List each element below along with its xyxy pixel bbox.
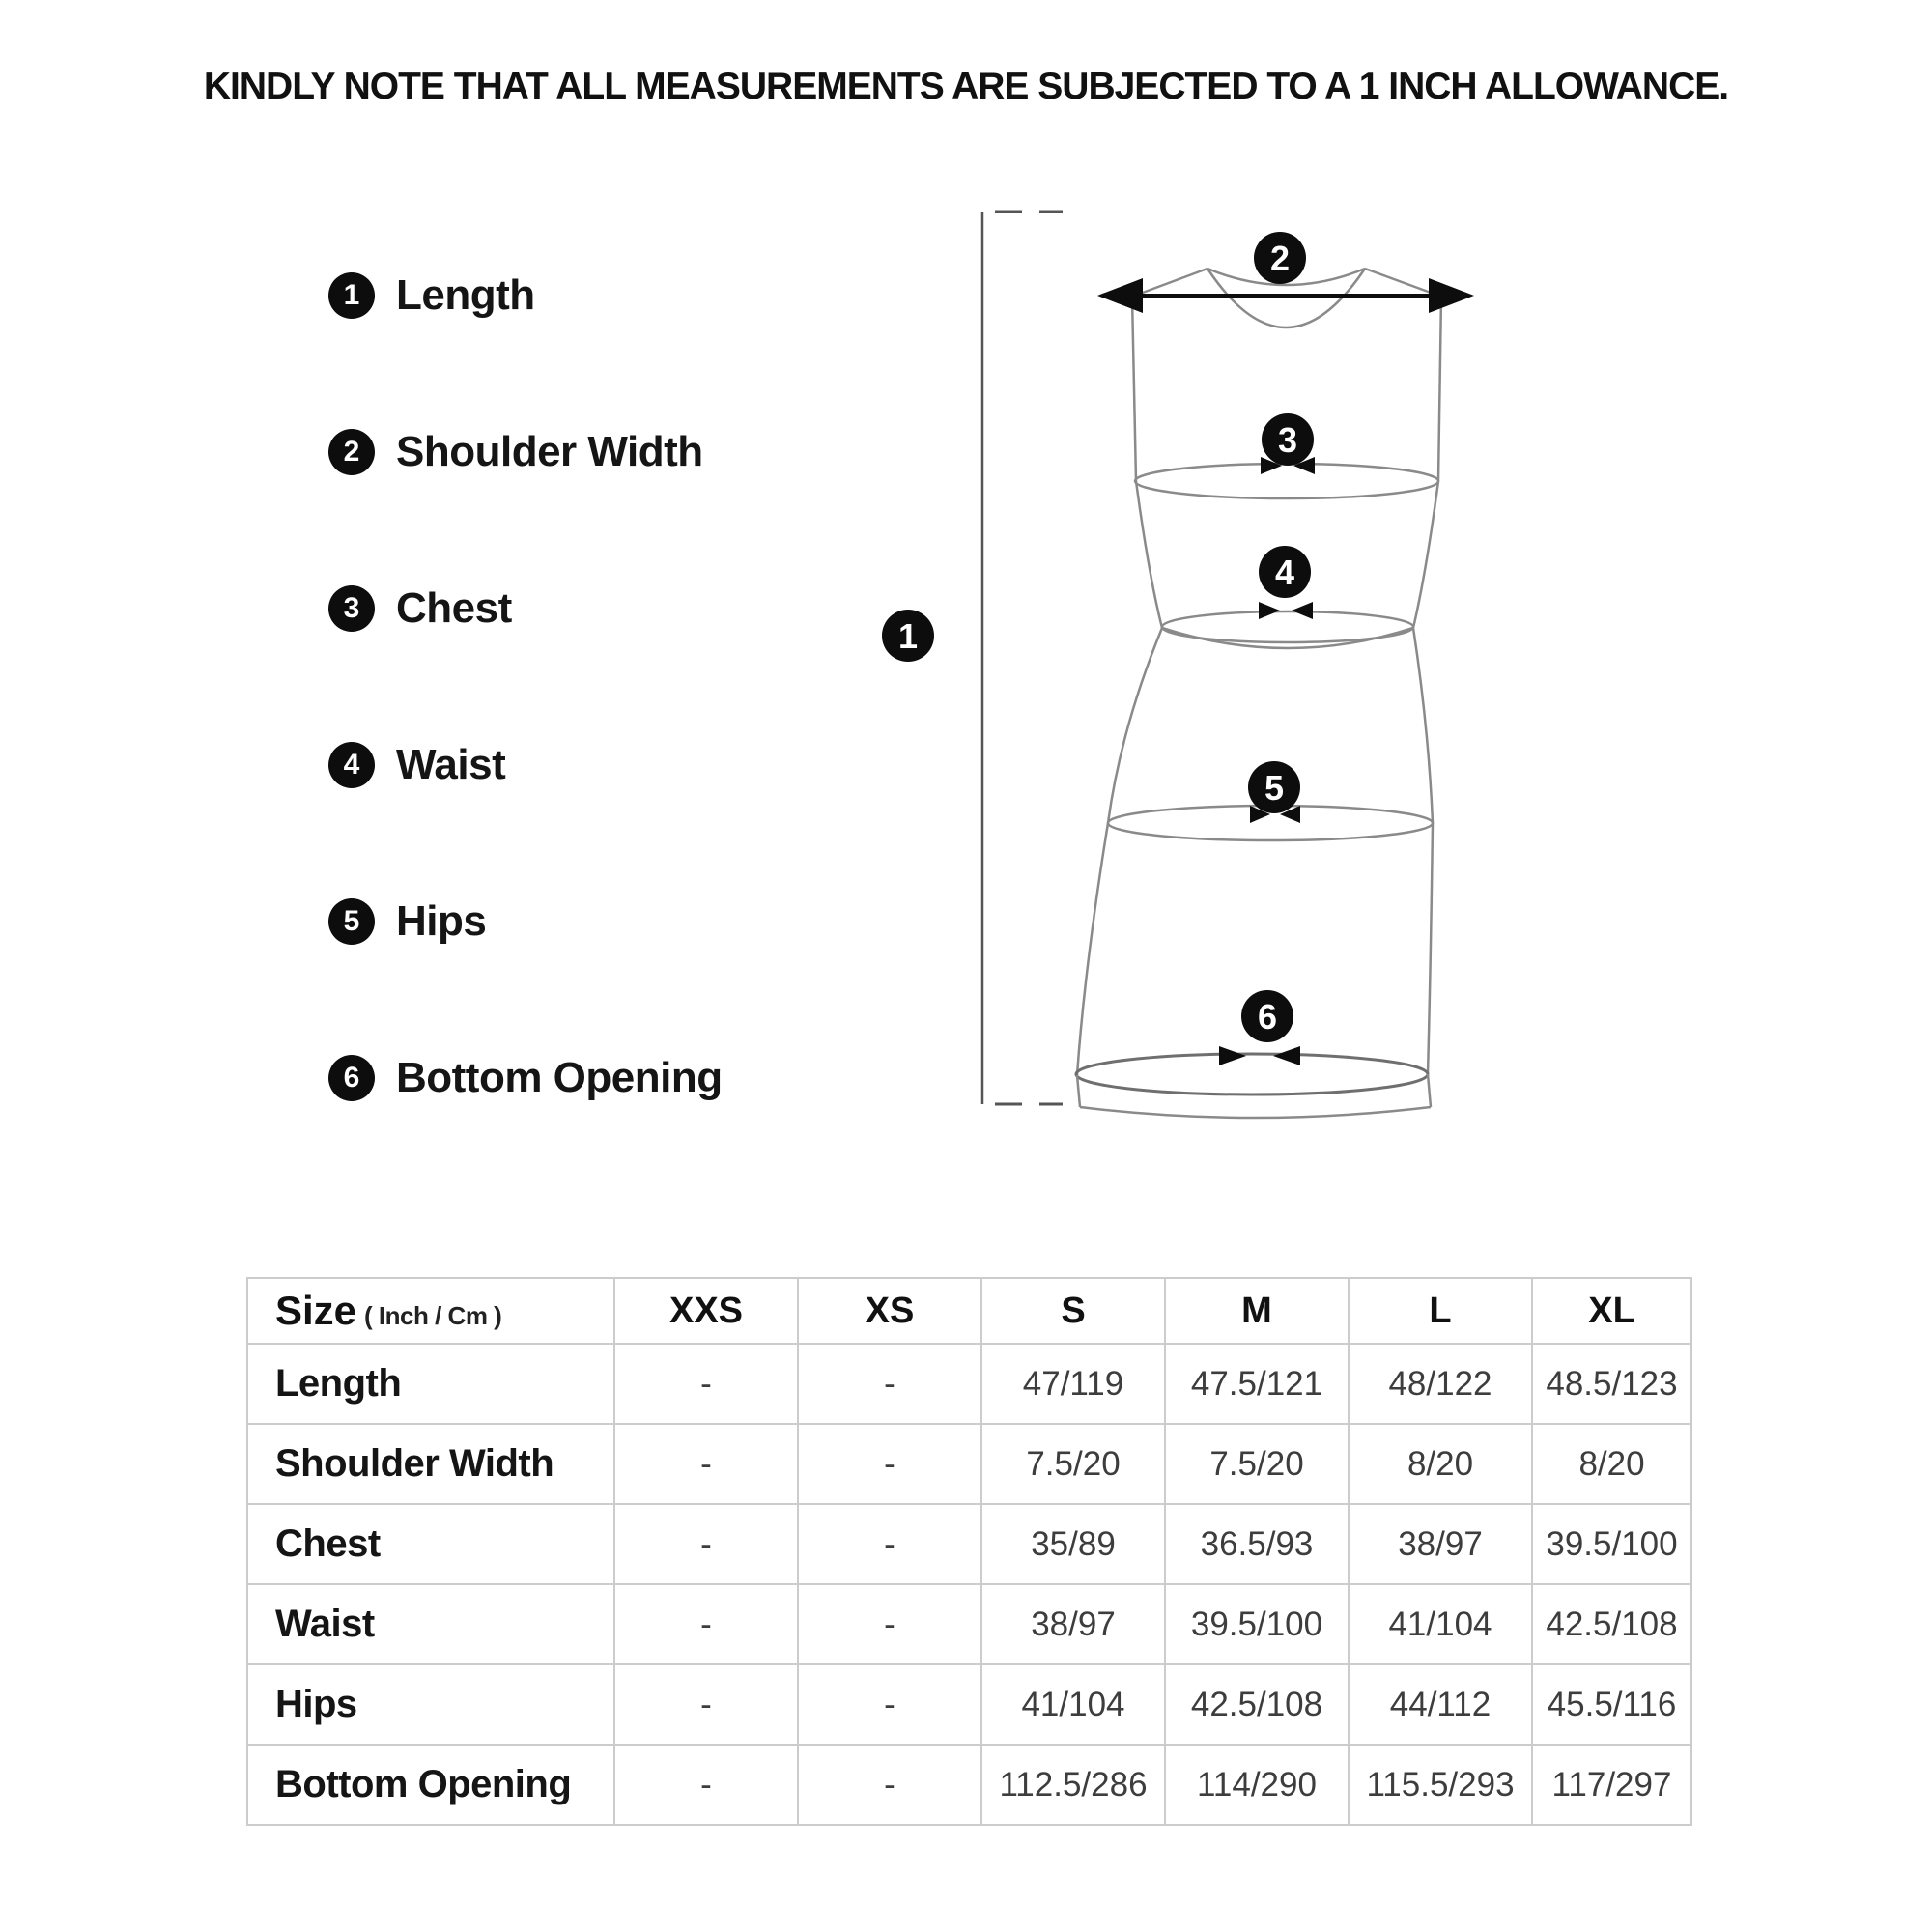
legend-item [328,889,723,954]
waist-seam [1162,628,1413,648]
dress-left-side [1077,297,1162,1075]
value-cell: 47.5/121 [1165,1344,1349,1424]
svg-text:3: 3 [1277,420,1298,460]
value-cell: - [614,1504,798,1584]
hem-band-sides [1077,1074,1431,1107]
marker-2-badge [1254,232,1306,284]
legend-item [328,1045,723,1111]
value-cell: 41/104 [1349,1584,1532,1664]
value-cell: 115.5/293 [1349,1745,1532,1825]
value-cell: 8/20 [1349,1424,1532,1504]
legend-number-badge: 2 [328,429,375,475]
legend-item-label: Bottom Opening [396,1054,723,1101]
table-row [247,1664,1691,1745]
size-table [246,1277,1692,1826]
row-label-cell: Shoulder Width [247,1424,614,1504]
marker-5-badge [1248,761,1300,813]
size-col-header: L [1349,1278,1532,1344]
legend-item-label: Hips [396,897,487,945]
value-cell: 39.5/100 [1532,1504,1691,1584]
value-cell: 45.5/116 [1532,1664,1691,1745]
size-table-body [247,1344,1691,1825]
table-row [247,1424,1691,1504]
value-cell: 117/297 [1532,1745,1691,1825]
value-cell: 42.5/108 [1532,1584,1691,1664]
legend-number-badge: 6 [328,1055,375,1101]
hem-ellipse [1076,1054,1428,1094]
marker-4-badge [1259,546,1311,598]
svg-text:2: 2 [1269,239,1291,278]
value-cell: 42.5/108 [1165,1664,1349,1745]
size-table-header-row [247,1278,1691,1344]
value-cell: - [798,1424,981,1504]
value-cell: 114/290 [1165,1745,1349,1825]
size-unit-note: ( Inch / Cm ) [364,1301,502,1330]
table-row [247,1344,1691,1424]
marker-6-badge [1241,990,1293,1042]
measurement-legend [328,263,723,1111]
hem-pinch-arrows [1219,1046,1300,1065]
svg-text:4: 4 [1274,553,1295,592]
size-col-header: XL [1532,1278,1691,1344]
value-cell: 44/112 [1349,1664,1532,1745]
legend-item [328,419,723,485]
legend-item [328,263,723,328]
row-label-cell: Hips [247,1664,614,1745]
row-label-cell: Chest [247,1504,614,1584]
value-cell: - [614,1664,798,1745]
marker-1-badge [882,610,934,662]
legend-number-badge: 5 [328,898,375,945]
value-cell: - [614,1344,798,1424]
legend-number-badge: 3 [328,585,375,632]
marker-3-badge [1262,413,1314,466]
allowance-notice: KINDLY NOTE THAT ALL MEASUREMENTS ARE SUBJECTED TO A 1 INCH ALLOWANCE. [203,66,1729,107]
value-cell: 48.5/123 [1532,1344,1691,1424]
value-cell: 112.5/286 [981,1745,1165,1825]
svg-text:6: 6 [1257,997,1278,1037]
dress-diagram [850,174,1526,1150]
dress-outline [1076,269,1441,1118]
value-cell: - [798,1664,981,1745]
value-cell: 8/20 [1532,1424,1691,1504]
size-col-header: XXS [614,1278,798,1344]
legend-number-badge: 4 [328,742,375,788]
value-cell: - [614,1745,798,1825]
legend-item [328,576,723,641]
legend-item-label: Waist [396,741,506,788]
row-label-cell: Waist [247,1584,614,1664]
svg-text:5: 5 [1264,768,1285,808]
size-header-title: Size [275,1288,357,1333]
value-cell: - [798,1344,981,1424]
value-cell: 48/122 [1349,1344,1532,1424]
row-label-cell: Bottom Opening [247,1745,614,1825]
value-cell: - [614,1424,798,1504]
svg-text:1: 1 [897,616,919,656]
legend-item-label: Shoulder Width [396,428,703,475]
value-cell: 35/89 [981,1504,1165,1584]
size-col-header: M [1165,1278,1349,1344]
chest-ellipse [1135,464,1438,498]
table-row [247,1504,1691,1584]
size-col-header: S [981,1278,1165,1344]
value-cell: 38/97 [1349,1504,1532,1584]
dress-right-side [1413,297,1441,1074]
length-bracket [982,212,1063,1104]
value-cell: 39.5/100 [1165,1584,1349,1664]
size-header-cell [247,1278,614,1344]
value-cell: - [798,1745,981,1825]
legend-number-badge: 1 [328,272,375,319]
value-cell: 7.5/20 [981,1424,1165,1504]
value-cell: - [614,1584,798,1664]
value-cell: 41/104 [981,1664,1165,1745]
shoulder-width-arrow [1097,278,1474,313]
value-cell: 38/97 [981,1584,1165,1664]
value-cell: 7.5/20 [1165,1424,1349,1504]
legend-item-label: Length [396,271,535,319]
value-cell: 36.5/93 [1165,1504,1349,1584]
size-col-header: XS [798,1278,981,1344]
value-cell: - [798,1504,981,1584]
legend-item [328,732,723,798]
row-label-cell: Length [247,1344,614,1424]
legend-item-label: Chest [396,584,512,632]
table-row [247,1584,1691,1664]
value-cell: 47/119 [981,1344,1165,1424]
value-cell: - [798,1584,981,1664]
hem-band-bottom [1080,1107,1431,1118]
table-row [247,1745,1691,1825]
